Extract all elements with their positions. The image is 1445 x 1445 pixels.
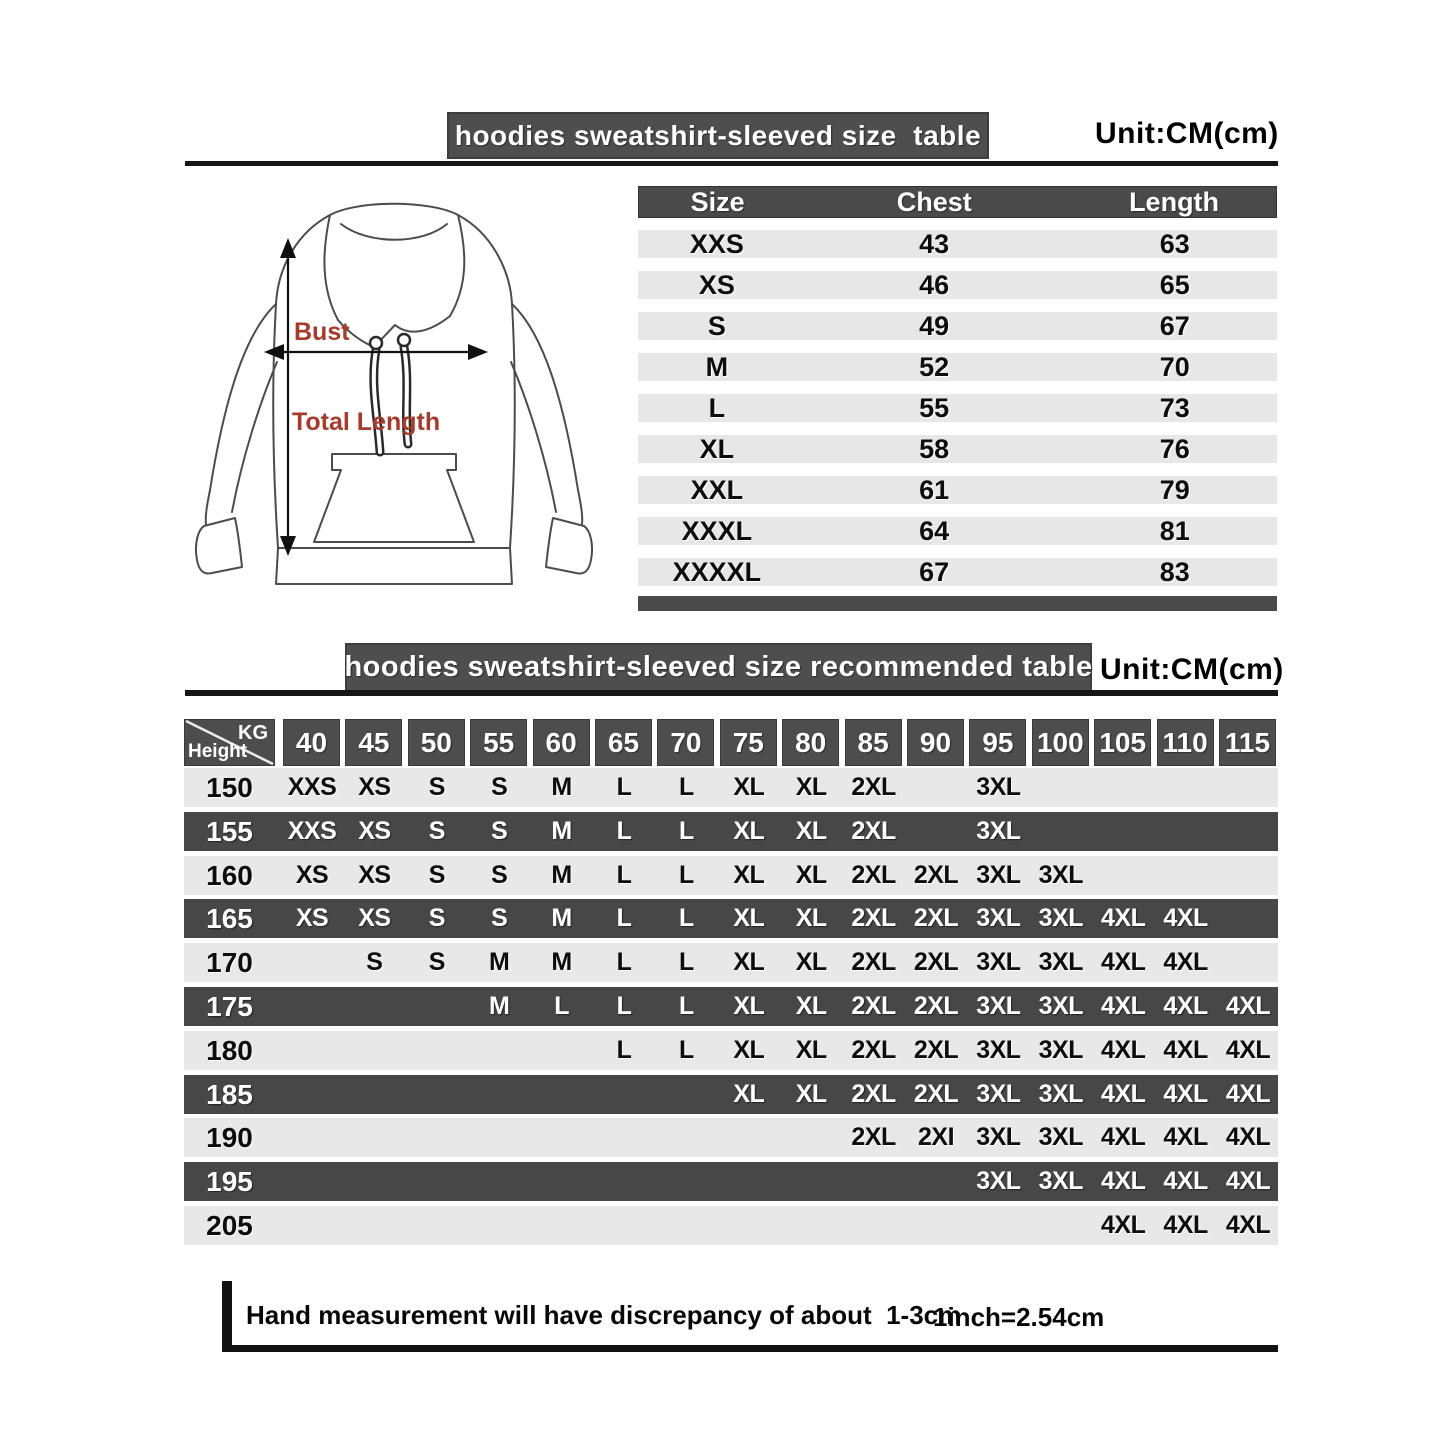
grid-size-cell: 4XL [1101,992,1146,1020]
grid-height-label: 180 [206,1034,253,1066]
grid-size-cell: 4XL [1225,992,1271,1020]
section2-title: hoodies sweatshirt-sleeved size recommended table [344,651,1093,683]
size-table-cell: 63 [1159,229,1190,259]
recommendation-grid [184,719,1278,1246]
grid-size-cell: 2XL [851,816,896,845]
grid-size-cell: L [679,948,694,977]
grid-size-cell: XS [295,860,329,889]
cuff-right [546,518,592,573]
grid-row [184,768,1278,807]
size-table-row [638,312,1277,340]
grid-size-cell: L [616,816,632,845]
grid-row [184,1075,1278,1114]
weight-header-cell: 80 [782,719,839,766]
grid-size-cell: XS [295,904,329,933]
grid-size-cell: 4XL [1163,992,1208,1020]
grid-height-label: 175 [206,991,253,1022]
section1-title-bar [447,112,989,159]
grid-size-cell: XL [795,816,827,845]
hoodie-diagram [178,190,613,610]
grid-size-cell: XL [795,773,827,801]
size-table-row [638,394,1277,422]
grid-size-cell: M [551,773,572,801]
weight-header-cell: 75 [720,719,777,766]
weight-header-cell: 60 [533,719,590,766]
grid-height-label: 155 [206,815,253,847]
grid-size-cell: XL [733,992,765,1020]
weight-header-cell: 40 [283,719,340,766]
grid-size-cell: 2XL [851,773,896,801]
size-table-row [638,230,1277,258]
grid-size-cell: 2XL [913,1079,959,1108]
grid-row [184,943,1278,982]
grid-size-cell: 3XL [976,1035,1021,1064]
grid-size-cell: S [491,816,508,845]
measurement-note: Hand measurement will have discrepancy of about 1-3cm [246,1300,962,1330]
size-table-cell: L [708,393,726,423]
grid-size-cell: 4XL [1163,1123,1208,1152]
grid-size-cell: 4XL [1225,1167,1271,1196]
grid-size-cell: 2XL [913,904,959,933]
grid-size-cell: S [491,860,508,889]
column-header-length: Length [1129,187,1220,217]
grid-size-cell: 3XL [976,992,1021,1020]
grid-size-cell: XL [733,1035,765,1064]
grid-size-cell: 2XL [851,1079,896,1108]
size-table-cell: S [707,311,726,341]
grid-size-cell: 4XL [1225,1123,1271,1152]
grid-size-cell: 3XL [1038,860,1083,889]
grid-size-cell: XL [733,773,765,801]
grid-size-cell: S [428,816,445,845]
hem-band [276,548,512,584]
grid-size-cell: XL [795,1079,827,1108]
weight-header-cell: 100 [1032,719,1089,766]
size-table-row [638,271,1277,299]
size-table-cell: 46 [919,270,950,300]
grid-size-cell: L [616,948,632,977]
hood-crease [341,224,447,240]
grid-size-cell: XL [733,816,765,845]
grid-size-cell: 4XL [1101,1167,1146,1196]
note-underline-bar [222,1345,1278,1352]
grid-size-cell: 3XL [1038,1079,1083,1108]
grid-size-cell: 4XL [1101,1123,1146,1152]
grid-size-cell: L [679,904,694,933]
grid-size-cell: 3XL [976,948,1021,977]
grid-size-cell: S [428,773,445,801]
size-table-footer-bar [638,596,1277,611]
grid-size-cell: 3XL [1038,992,1083,1020]
grid-size-cell: XS [358,860,391,889]
size-table-row [638,476,1277,504]
grid-size-cell: M [551,904,572,933]
unit-label-top: Unit:CM(cm) [1095,117,1279,150]
grid-height-label: 195 [206,1166,253,1198]
grid-size-cell: L [679,992,694,1020]
grid-size-cell: 4XL [1163,1035,1208,1064]
grid-corner-cell [184,719,275,766]
sleeve-left-outer [206,304,276,524]
grid-size-cell: L [554,992,569,1020]
hood-outline [276,204,512,304]
grid-height-label: 150 [206,772,253,803]
grid-size-cell: 3XL [976,773,1021,801]
size-table-cell: 55 [919,393,950,423]
grid-size-cell: 3XL [976,860,1021,889]
grid-size-cell: 3XL [1038,904,1083,933]
column-header-chest: Chest [896,187,972,217]
grid-size-cell: L [616,904,632,933]
grid-size-cell: L [679,860,694,889]
weight-header-cell: 105 [1094,719,1151,766]
column-header-size: Size [690,187,745,217]
grid-size-cell: XL [795,1035,827,1064]
grid-size-cell: S [428,860,445,889]
divider-rule-top [185,161,1278,166]
size-table-cell: 52 [919,352,950,382]
grid-size-cell: XL [795,860,827,889]
hood-inner-left [324,215,338,320]
total-length-arrow [280,238,296,556]
grid-size-cell: XS [358,816,391,845]
grid-size-cell: XL [795,992,827,1020]
weight-header-cell: 110 [1157,719,1214,766]
size-table-rows [638,230,1277,590]
grid-size-cell: 3XL [976,1123,1021,1152]
grid-size-cell: L [616,1035,632,1064]
grid-size-cell: 3XL [1038,1167,1083,1196]
grid-size-cell: XL [733,904,765,933]
sleeve-right-inner [511,362,556,512]
size-table-cell: 58 [919,434,950,464]
grid-size-cell: 4XL [1163,904,1208,933]
unit-label-bottom: Unit:CM(cm) [1100,653,1284,686]
size-table-cell: 43 [919,229,950,259]
grid-row [184,1031,1278,1070]
size-table-row [638,558,1277,586]
size-table-header [638,186,1277,218]
total-length-label: Total Length [292,408,441,436]
grid-size-cell: 4XL [1101,1079,1146,1108]
size-table-cell: 67 [1159,311,1190,341]
note-vertical-bar [222,1281,232,1352]
section2-title-bar [345,643,1092,692]
kangaroo-pocket [314,454,474,542]
grid-size-cell: XL [733,1079,765,1108]
size-table-row [638,517,1277,545]
grid-size-cell: 4XL [1225,1035,1271,1064]
grid-size-cell: XL [733,860,765,889]
weight-header-cell: 85 [845,719,902,766]
size-table-cell: 76 [1159,434,1190,464]
grid-size-cell: 2XL [851,860,896,889]
grid-size-cell: M [551,816,572,845]
size-table-cell: 83 [1159,557,1190,587]
grid-size-cell: L [616,860,632,889]
grid-size-cell: 2XL [913,992,959,1020]
grid-size-cell: 2XL [913,860,959,889]
weight-header-cell: 115 [1219,719,1276,766]
weight-header-cell: 45 [345,719,402,766]
size-table-cell: 65 [1159,270,1190,300]
section1-title: hoodies sweatshirt-sleeved size table [454,119,982,151]
grid-size-cell: 3XL [976,904,1021,933]
size-table-cell: 79 [1159,475,1190,505]
grid-height-label: 160 [206,859,253,891]
grid-size-cell: 4XL [1101,1211,1146,1239]
weight-header-cell: 55 [470,719,527,766]
size-table-cell: XXL [690,475,744,505]
grid-height-label: 170 [206,947,253,979]
size-table-cell: 49 [919,311,950,341]
grid-size-cell: 2XL [851,992,896,1020]
grid-height-label: 190 [206,1122,253,1154]
grid-row [184,856,1278,895]
grid-size-cell: M [551,860,572,889]
grid-size-cell: 4XL [1163,1211,1208,1239]
inch-conversion-note: 1inch=2.54cm [933,1302,1105,1332]
grid-size-cell: 2XL [851,948,896,977]
grid-row [184,812,1278,851]
grid-height-label: 205 [206,1210,253,1241]
grid-size-cell: S [428,904,445,933]
weight-header-cell: 50 [408,719,465,766]
grid-size-cell: M [489,992,510,1020]
grid-size-cell: XS [358,904,391,933]
grid-size-cell: 2XL [913,1035,959,1064]
grid-height-label: 185 [206,1078,253,1110]
grid-size-cell: 4XL [1101,1035,1146,1064]
grid-size-cell: 3XL [1038,1123,1083,1152]
grid-size-cell: XXS [287,816,337,845]
weight-header-cell: 65 [595,719,652,766]
grid-size-cell: M [551,948,572,977]
grid-size-cell: 4XL [1101,948,1146,977]
grid-size-cell: L [679,816,694,845]
grid-size-cell: S [491,773,508,801]
grid-size-cell: 2XL [851,1123,896,1152]
grid-size-cell: 2XL [851,904,896,933]
grid-height-label: 165 [206,903,253,935]
size-table-cell: 70 [1159,352,1190,382]
grid-row [184,1206,1278,1245]
size-table-cell: XL [699,434,735,464]
size-table-cell: 61 [919,475,950,505]
size-table-row [638,435,1277,463]
grid-size-cell: M [489,948,510,977]
grid-size-cell: 2XL [851,1035,896,1064]
grid-size-cell: S [428,948,445,977]
size-table-cell: XXXXL [672,557,762,587]
grid-row [184,987,1278,1026]
sleeve-right-outer [512,304,582,524]
corner-height-label: Height [188,741,248,762]
hood-inner-right [450,215,464,316]
grid-size-cell: 4XL [1225,1211,1271,1239]
grid-size-cell: L [679,773,694,801]
grid-size-cell: S [491,904,508,933]
grid-size-cell: S [366,948,383,977]
grid-size-cell: 4XL [1163,948,1208,977]
grid-size-cell: 4XL [1225,1079,1271,1108]
size-table-cell: M [705,352,729,382]
grid-size-cell: XXS [287,773,337,801]
grid-size-cell: XL [795,904,827,933]
grid-size-cell: 3XL [976,1079,1021,1108]
grid-row [184,1162,1278,1201]
grid-size-cell: 2XL [913,948,959,977]
sleeve-left-inner [232,362,277,512]
size-table-cell: XXXL [681,516,753,546]
grid-size-cell: L [616,992,632,1020]
size-table-cell: 81 [1159,516,1190,546]
size-table-cell: 64 [919,516,950,546]
weight-header-cell: 95 [969,719,1026,766]
weight-header-cell: 70 [657,719,714,766]
size-table-cell: XXS [689,229,744,259]
size-table-cell: 73 [1159,393,1190,423]
weight-header-cell: 90 [907,719,964,766]
grid-size-cell: 3XL [1038,948,1083,977]
body-left [273,304,278,548]
grid-size-cell: 2XI [917,1123,955,1152]
grid-size-cell: L [616,773,632,801]
divider-rule-bottom [185,690,1278,696]
grid-size-cell: 4XL [1101,904,1146,933]
corner-kg-label: KG [238,722,268,744]
cuff-left [196,518,242,573]
bust-label: Bust [294,318,350,346]
size-table-cell: XS [698,270,735,300]
body-right [510,304,515,548]
grid-row [184,1118,1278,1157]
grid-size-cell: 3XL [1038,1035,1083,1064]
grid-size-cell: 3XL [976,1167,1021,1196]
grid-size-cell: 4XL [1163,1167,1208,1196]
grid-size-cell: XL [733,948,765,977]
grid-size-cell: 4XL [1163,1079,1208,1108]
collar-line [338,316,450,347]
grid-size-cell: 3XL [976,816,1021,845]
grid-size-cell: XL [795,948,827,977]
size-table-row [638,353,1277,381]
grid-size-cell: XS [358,773,391,801]
grid-size-cell: L [679,1035,694,1064]
grid-row [184,899,1278,938]
size-table-cell: 67 [919,557,950,587]
